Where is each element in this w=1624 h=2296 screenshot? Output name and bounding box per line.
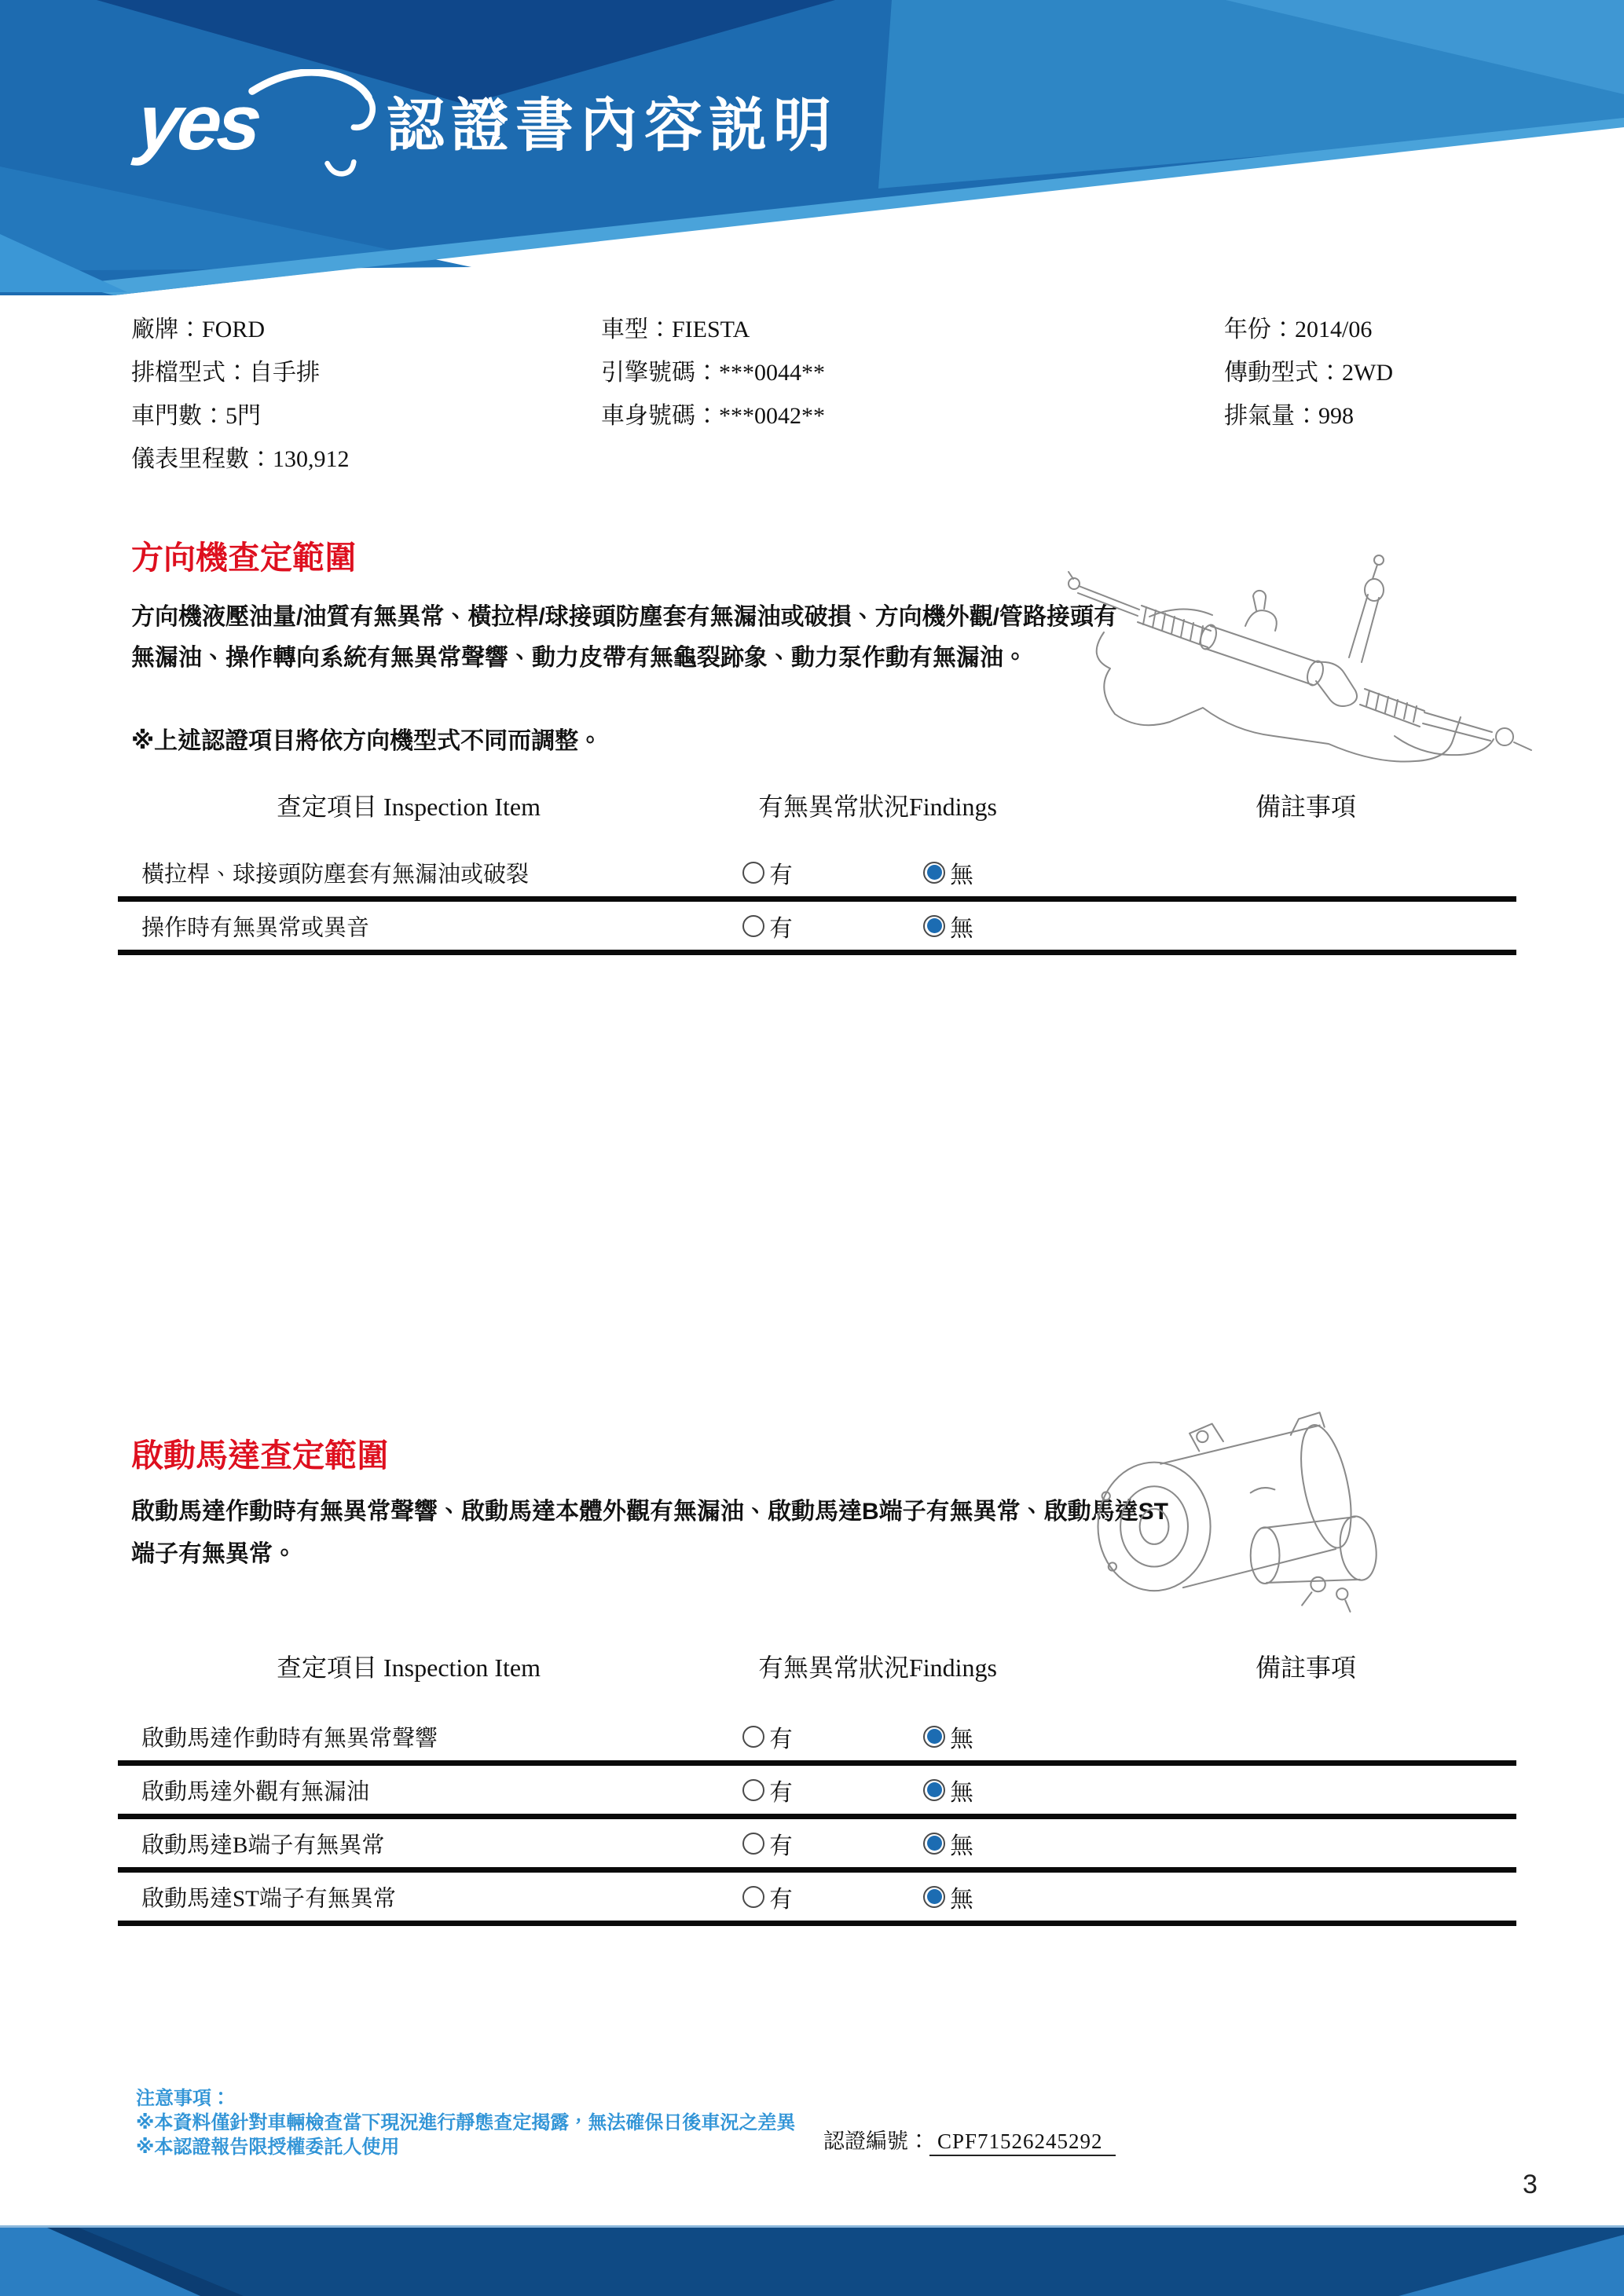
notice-block xyxy=(136,2086,795,2159)
finding-yes-option[interactable]: 有 xyxy=(742,855,793,890)
certificate-number-value: CPF71526245292 xyxy=(929,2129,1116,2156)
info-line: 傳動型式：2WD xyxy=(1224,360,1393,386)
radio-selected-icon[interactable] xyxy=(923,1833,945,1855)
steering-table xyxy=(118,848,1516,955)
table-row: 橫拉桿、球接頭防塵套有無漏油或破裂 有 無 xyxy=(118,848,1516,902)
info-line: 排檔型式：自手排 xyxy=(131,360,320,386)
section-description-steering: 方向機液壓油量/油質有無異常、橫拉桿/球接頭防塵套有無漏油或破損、方向機外觀/管路接頭有無漏油、操作轉向系統有無異常聲響、動力皮帶有無龜裂跡象、動力泵作動有無漏油。 xyxy=(131,604,1118,671)
info-line: 年份：2014/06 xyxy=(1224,317,1373,342)
table-row: 啟動馬達ST端子有無異常 有 無 xyxy=(118,1873,1516,1926)
finding-no-option[interactable]: 無 xyxy=(923,1880,973,1914)
notice-title: 注意事項： xyxy=(136,2088,230,2109)
vehicle-info-column-2 xyxy=(601,308,825,438)
finding-no-option[interactable]: 無 xyxy=(923,1773,973,1807)
radio-unselected-icon[interactable] xyxy=(742,1726,764,1748)
column-remarks: 備註事項 xyxy=(1255,1653,1357,1682)
footer-banner-graphic xyxy=(0,2225,1624,2296)
finding-yes-option[interactable]: 有 xyxy=(742,1719,793,1754)
steering-rack-illustration xyxy=(1057,538,1575,774)
section-title-steering: 方向機查定範圍 xyxy=(131,540,357,576)
column-remarks: 備註事項 xyxy=(1255,793,1357,821)
radio-unselected-icon[interactable] xyxy=(742,1886,764,1908)
radio-selected-icon[interactable] xyxy=(923,1726,945,1748)
finding-yes-option[interactable]: 有 xyxy=(742,1826,793,1861)
column-inspection-item: 查定項目 Inspection Item xyxy=(277,793,541,821)
info-line: 車型：FIESTA xyxy=(601,317,750,342)
finding-no-option[interactable]: 無 xyxy=(923,909,973,943)
section-note-steering: ※上述認證項目將依方向機型式不同而調整。 xyxy=(131,728,603,754)
section-description-starter: 啟動馬達作動時有無異常聲響、啟動馬達本體外觀有無漏油、啟動馬達B端子有無異常、啟動馬達ST端子有無異常。 xyxy=(131,1499,1168,1567)
starter-motor-illustration xyxy=(1080,1398,1442,1626)
radio-unselected-icon[interactable] xyxy=(742,1779,764,1801)
notice-line: ※本認證報告限授權委託人使用 xyxy=(136,2137,400,2158)
radio-selected-icon[interactable] xyxy=(923,915,945,937)
certificate-number-label: 認證編號： xyxy=(823,2129,929,2153)
page-number: 3 xyxy=(1523,2170,1538,2199)
finding-no-option[interactable]: 無 xyxy=(923,855,973,890)
table-row: 啟動馬達外觀有無漏油 有 無 xyxy=(118,1766,1516,1819)
info-line: 儀表里程數：130,912 xyxy=(131,446,350,472)
starter-table xyxy=(118,1712,1516,1926)
finding-yes-option[interactable]: 有 xyxy=(742,1773,793,1807)
yes-logo-text: yes xyxy=(134,79,262,167)
page-title: 認證書內容説明 xyxy=(387,93,838,158)
info-line: 廠牌：FORD xyxy=(131,317,266,342)
finding-yes-option[interactable]: 有 xyxy=(742,909,793,943)
table-header-starter xyxy=(118,1648,1516,1684)
radio-selected-icon[interactable] xyxy=(923,1886,945,1908)
radio-unselected-icon[interactable] xyxy=(742,862,764,884)
car-swoosh-icon xyxy=(134,69,393,187)
yes-logo xyxy=(134,69,393,187)
radio-unselected-icon[interactable] xyxy=(742,915,764,937)
radio-selected-icon[interactable] xyxy=(923,862,945,884)
certificate-number xyxy=(823,2124,1116,2155)
info-line: 車門數：5門 xyxy=(131,403,261,429)
info-line: 引擎號碼：***0044** xyxy=(601,360,825,386)
table-row: 啟動馬達B端子有無異常 有 無 xyxy=(118,1819,1516,1873)
table-row: 操作時有無異常或異音 有 無 xyxy=(118,902,1516,955)
radio-unselected-icon[interactable] xyxy=(742,1833,764,1855)
notice-line: ※本資料僅針對車輛檢查當下現況進行靜態查定揭露，無法確保日後車況之差異 xyxy=(136,2112,796,2133)
finding-no-option[interactable]: 無 xyxy=(923,1826,973,1861)
vehicle-info-column-3 xyxy=(1224,308,1393,438)
column-inspection-item: 查定項目 Inspection Item xyxy=(277,1653,541,1682)
column-findings: 有無異常狀況Findings xyxy=(757,1653,998,1682)
vehicle-info-column-1 xyxy=(131,308,350,481)
table-row: 啟動馬達作動時有無異常聲響 有 無 xyxy=(118,1712,1516,1766)
section-title-starter: 啟動馬達查定範圍 xyxy=(131,1437,389,1474)
finding-no-option[interactable]: 無 xyxy=(923,1719,973,1754)
finding-yes-option[interactable]: 有 xyxy=(742,1880,793,1914)
info-line: 排氣量：998 xyxy=(1224,403,1354,429)
table-header-steering xyxy=(118,787,1516,823)
info-line: 車身號碼：***0042** xyxy=(601,403,825,429)
column-findings: 有無異常狀況Findings xyxy=(757,793,998,821)
radio-selected-icon[interactable] xyxy=(923,1779,945,1801)
